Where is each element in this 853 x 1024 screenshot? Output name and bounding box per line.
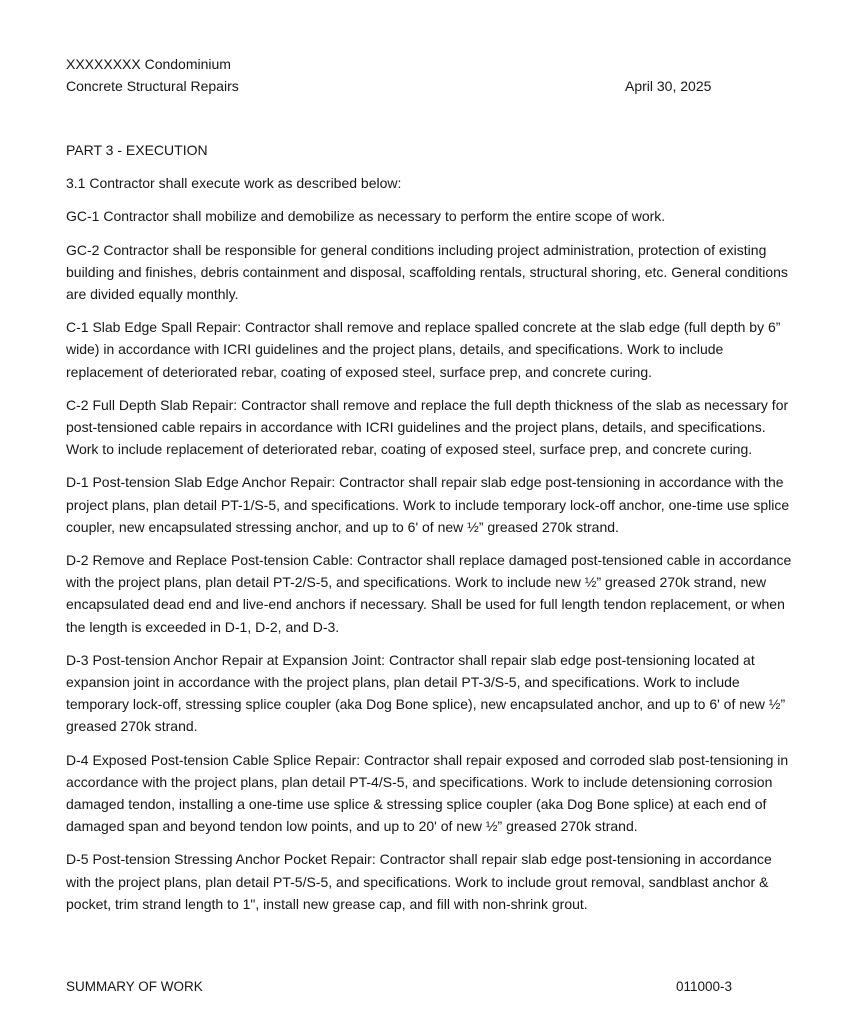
section-title: PART 3 - EXECUTION (66, 142, 208, 158)
paragraph-3-1: 3.1 Contractor shall execute work as described below: (66, 175, 402, 192)
paragraph-d-3: D-3 Post-tension Anchor Repair at Expansion Joint: Contractor shall repair slab edge post-tensioning located at expansion joint in accordance with the project plans, plan detail PT-3/S-5, and specifications. Work to include temporary lock-off, stressing splice coupler (aka Dog Bone splice), new encapsulated anchor, and up to 6' of new ½” greased 270k strand. (66, 651, 786, 735)
paragraph-d-2: D-2 Remove and Replace Post-tension Cable: Contractor shall replace damaged post-tensioned cable in accordance with the project plans, plan detail PT-2/S-5, and specifications. Work to include new ½” greased 270k strand, new encapsulated dead end and live-end anchors if necessary. Shall be used for full length tendon replacement, or when the length is exceeded in D-1, D-2, and D-3. (66, 552, 792, 635)
paragraph-d-4: D-4 Exposed Post-tension Cable Splice Repair: Contractor shall repair exposed and corroded slab post-tensioning in accordance with the project plans, plan detail PT-4/S-5, and specifications. Work to include detensioning corrosion damaged tendon, installing a one-time use splice & stressing splice coupler (aka Dog Bone splice) at each end of damaged span and beyond tendon low points, and up to 20' of new ½” greased 270k strand. (66, 751, 789, 835)
header-project-name: XXXXXXXX Condominium (66, 56, 231, 72)
document-body (66, 139, 794, 926)
paragraph-gc-2: GC-2 Contractor shall be responsible for general conditions including project administration, protection of existing building and finishes, debris containment and disposal, scaffolding rentals, structural shoring, etc. General conditions are divided equally monthly. (66, 241, 788, 303)
paragraph-d-1: D-1 Post-tension Slab Edge Anchor Repair: Contractor shall repair slab edge post-tensioning in accordance with the project plans, plan detail PT-1/S-5, and specifications. Work to include temporary lock-off anchor, one-time use splice coupler, new encapsulated stressing anchor, and up to 6' of new ½” greased 270k strand. (66, 474, 790, 535)
paragraph-gc-1: GC-1 Contractor shall mobilize and demobilize as necessary to perform the entire scope of work. (66, 208, 666, 225)
paragraph-c-2: C-2 Full Depth Slab Repair: Contractor shall remove and replace the full depth thickness of the slab as necessary for post-tensioned cable repairs in accordance with ICRI guidelines and the project plans, details, and specifications. Work to include replacement of deteriorated rebar, coating of exposed steel, surface prep, and concrete curing. (66, 396, 789, 458)
footer-section-name: SUMMARY OF WORK (66, 979, 203, 994)
paragraph-d-5: D-5 Post-tension Stressing Anchor Pocket Repair: Contractor shall repair slab edge post-tensioning in accordance with the project plans, plan detail PT-5/S-5, and specifications. Work to include grout removal, sandblast anchor & pocket, trim strand length to 1", install new grease cap, and fill with non-shrink grout. (66, 851, 772, 912)
document-header (66, 53, 239, 97)
header-project-title: Concrete Structural Repairs (66, 78, 239, 94)
footer-page-number: 011000-3 (676, 979, 733, 994)
header-date: April 30, 2025 (625, 78, 712, 94)
paragraph-c-1: C-1 Slab Edge Spall Repair: Contractor shall remove and replace spalled concrete at the slab edge (full depth by 6” wide) in accordance with ICRI guidelines and the project plans, details, and specifications. Work to include replacement of deteriorated rebar, coating of exposed steel, surface prep, and concrete curing. (66, 319, 781, 380)
